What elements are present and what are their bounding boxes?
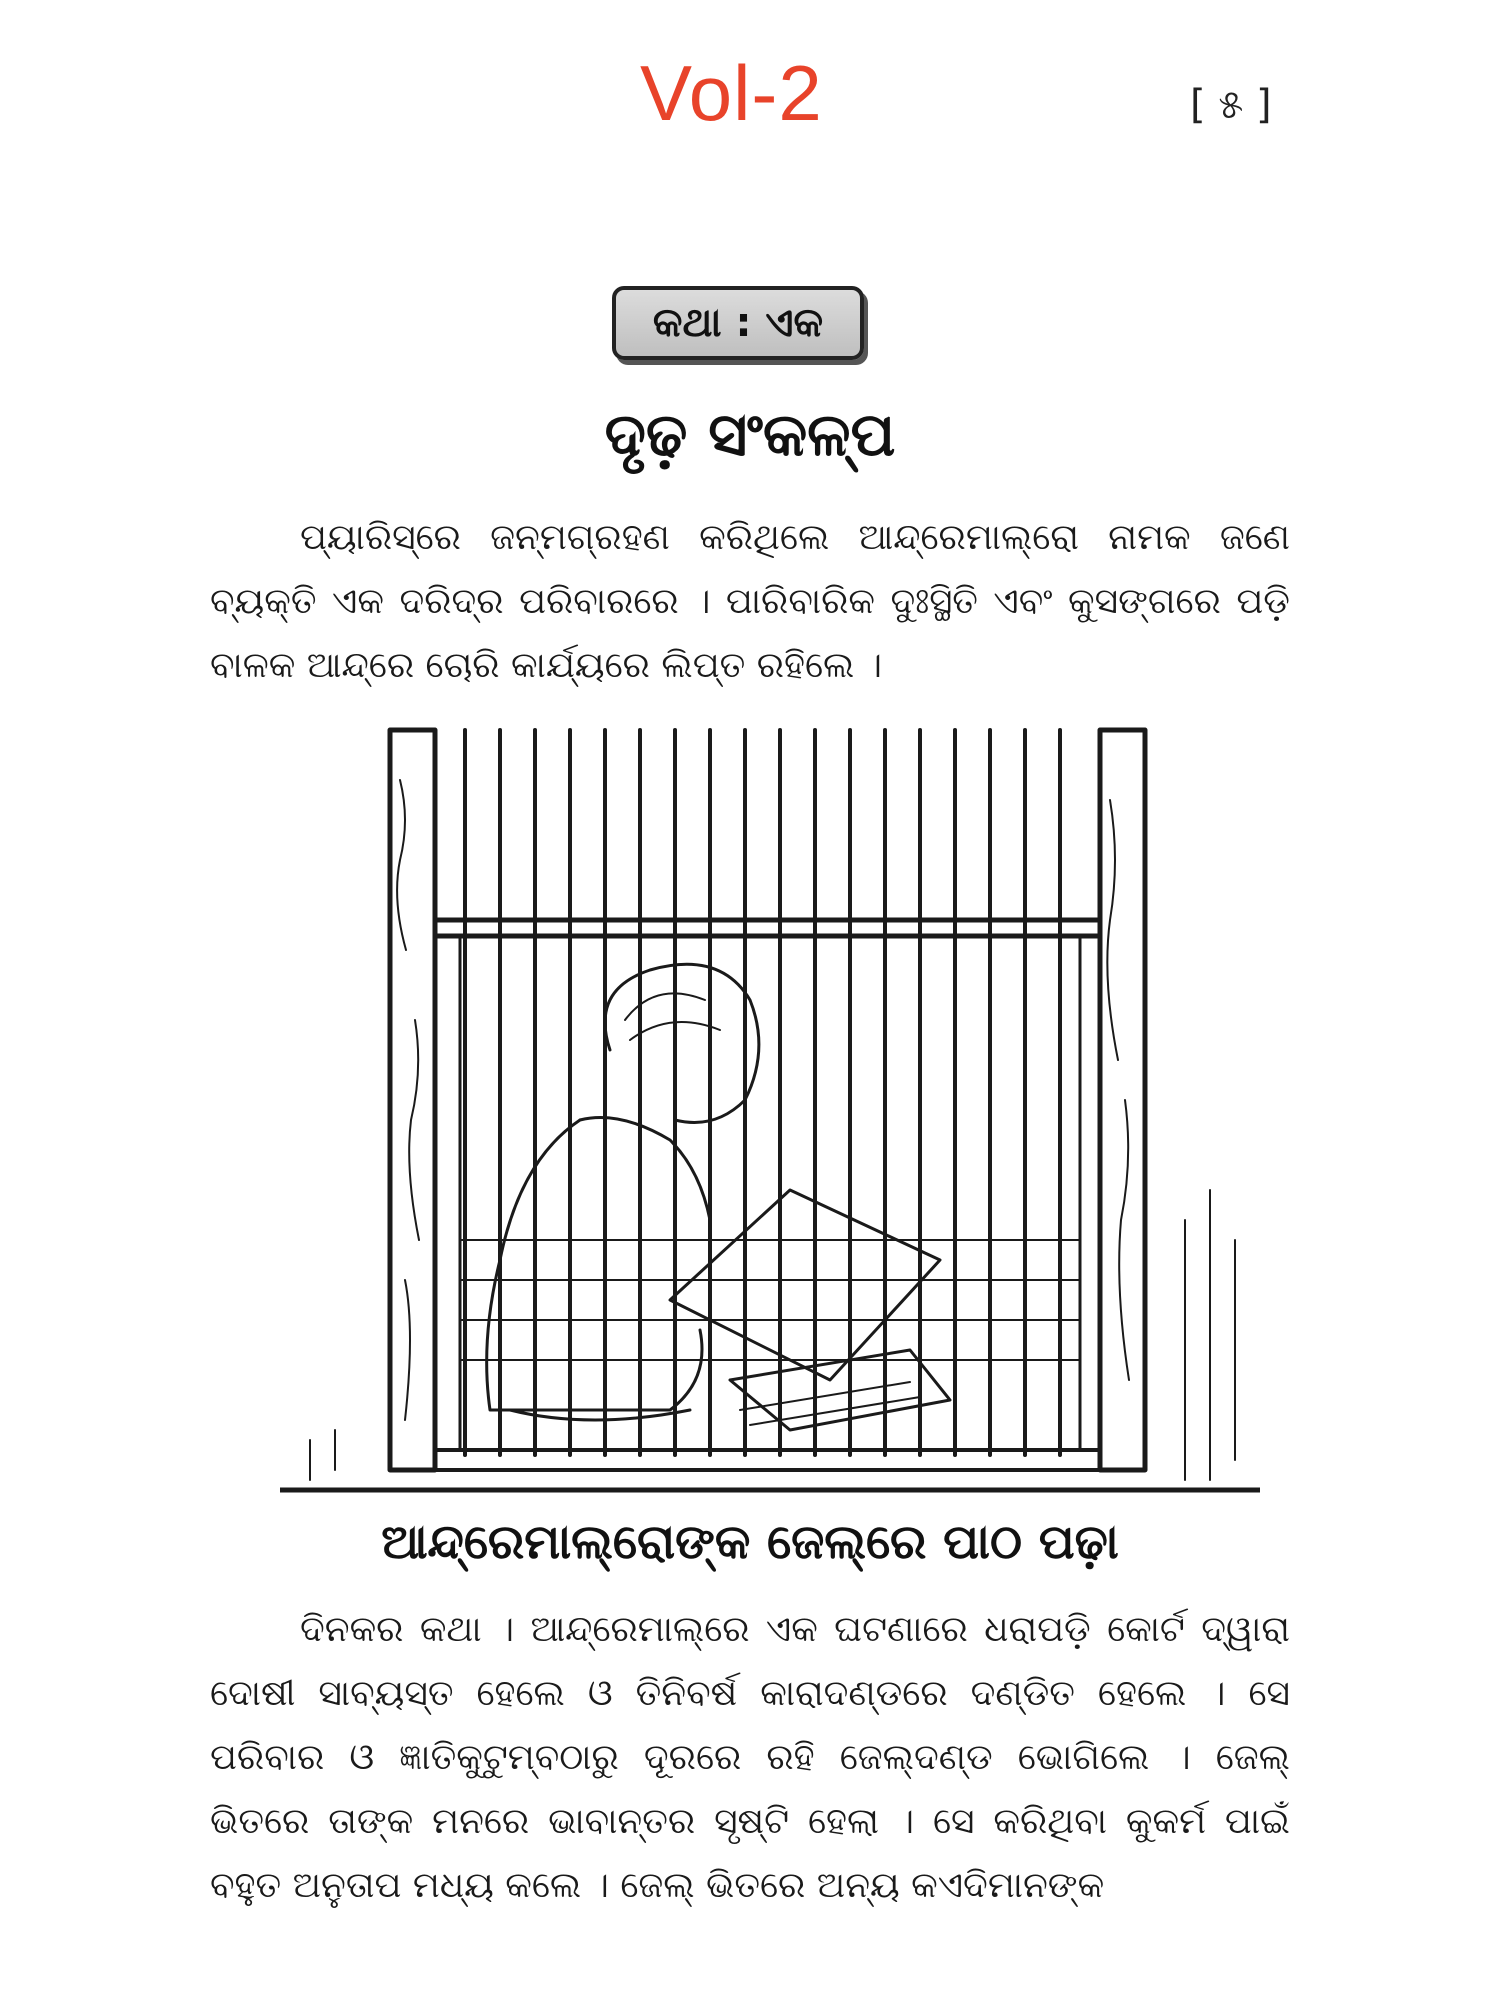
floor-hatching xyxy=(310,1190,1235,1480)
cell-floor-planks xyxy=(460,1240,1080,1360)
paragraph-1-text: ପ୍ୟାରିସ୍‌ରେ ଜନ୍ମଗ୍ରହଣ କରିଥିଲେ ଆନ୍ଦ୍ରେମାଲ୍‌ରୋ ନାମକ ଜଣେ ବ୍ୟକ୍ତି ଏକ ଦରିଦ୍ର ପରିବାରରେ । ପାରିବାରିକ ଦୁଃସ୍ଥିତି ଏବଂ କୁସଙ୍ଗରେ ପଡ଼ି ବାଳକ ଆନ୍ଦ୍ରେ ଚୋରି କାର୍ଯ୍ୟରେ ଲିପ୍ତ ରହିଲେ । xyxy=(210,517,1290,686)
paragraph-2-text: ଦିନକର କଥା । ଆନ୍ଦ୍ରେମାଲ୍‌ରେ ଏକ ଘଟଣାରେ ଧରାପଡ଼ି କୋର୍ଟ ଦ୍ୱାରା ଦୋଷୀ ସାବ୍ୟସ୍ତ ହେଲେ ଓ ତିନିବର୍ଷ କାରାଦଣ୍ଡରେ ଦଣ୍ଡିତ ହେଲେ । ସେ ପରିବାର ଓ ଜ୍ଞାତିକୁଟୁମ୍ବଠାରୁ ଦୂରରେ ରହି ଜେଲ୍‌ଦଣ୍ଡ ଭୋଗିଲେ । ଜେଲ୍ ଭିତରେ ତାଙ୍କ ମନରେ ଭାବାନ୍ତର ସୃଷ୍ଟି ହେଲା । ସେ କରିଥିବା କୁକର୍ମ ପାଇଁ ବହୁତ ଅନୁତାପ ମଧ୍ୟ କଲେ । ଜେଲ୍ ଭିତରେ ଅନ୍ୟ କଏଦିମାନଙ୍କ xyxy=(210,1609,1290,1906)
volume-label: Vol-2 xyxy=(640,49,823,137)
left-door-post xyxy=(390,730,435,1470)
paragraph-2 xyxy=(210,1598,1290,1918)
page-number: [ ୫ ] xyxy=(1190,82,1272,128)
jail-reading-illustration xyxy=(280,720,1260,1510)
stacked-books xyxy=(730,1350,950,1430)
illustration-caption: ଆନ୍ଦ୍ରେମାଲ୍‌ରୋଙ୍କ ଜେଲ୍‌ରେ ପାଠ ପଢ଼ା xyxy=(381,1514,1119,1570)
story-number-text: କଥା : ଏକ xyxy=(652,300,824,346)
story-number-tag xyxy=(612,286,864,360)
story-title: ଦୃଢ଼ ସଂକଳ୍ପ xyxy=(604,400,896,470)
right-door-post xyxy=(1100,730,1145,1470)
paragraph-1 xyxy=(210,506,1290,698)
